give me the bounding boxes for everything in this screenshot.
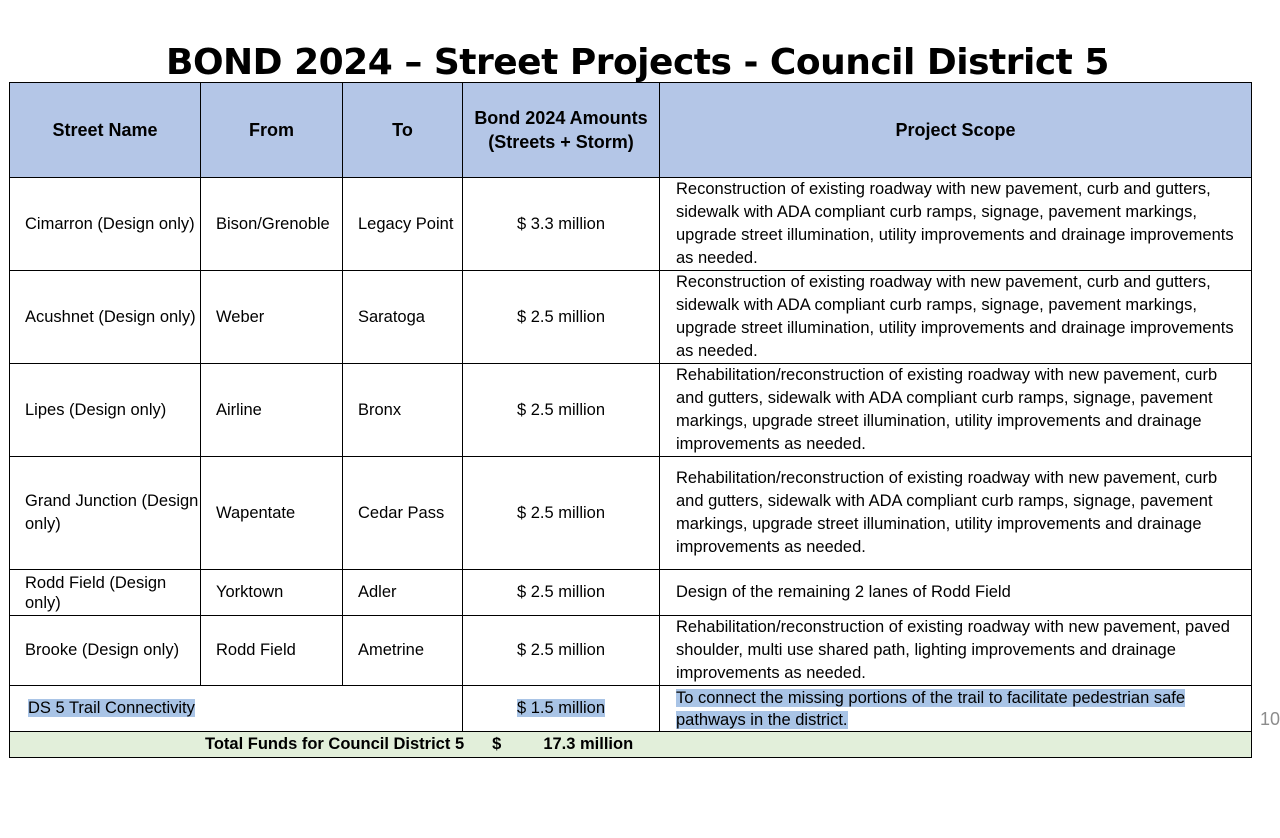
- header-amount-line1: Bond 2024 Amounts: [474, 108, 648, 128]
- header-to: To: [343, 83, 463, 178]
- page-title: BOND 2024 – Street Projects - Council District 5: [166, 42, 1109, 83]
- amount-cell: $ 2.5 million: [463, 570, 660, 616]
- street-name-cell: Brooke (Design only): [10, 616, 201, 686]
- table-row: [10, 178, 1252, 271]
- trail-amount-cell: [463, 686, 660, 732]
- from-cell: Wapentate: [201, 457, 343, 570]
- from-cell: Bison/Grenoble: [201, 178, 343, 271]
- trail-amount: $ 1.5 million: [516, 699, 606, 717]
- header-street-name: Street Name: [10, 83, 201, 178]
- trail-street-name: DS 5 Trail Connectivity: [28, 699, 195, 717]
- header-row: [10, 83, 1252, 178]
- scope-cell: Reconstruction of existing roadway with new pavement, curb and gutters, sidewalk with ADA compliant curb ramps, signage, pavement markings, upgrade street illumination, utility improvements and drainage improvements as needed.: [660, 271, 1252, 364]
- header-amount-line2: (Streets + Storm): [488, 132, 634, 152]
- street-name-cell: Cimarron (Design only): [10, 178, 201, 271]
- street-projects-table: [9, 82, 1252, 758]
- scope-cell: Design of the remaining 2 lanes of Rodd Field: [660, 570, 1252, 616]
- to-cell: Legacy Point: [343, 178, 463, 271]
- amount-cell: $ 2.5 million: [463, 271, 660, 364]
- table-row: [10, 457, 1252, 570]
- total-currency: $: [492, 735, 502, 753]
- total-label: Total Funds for Council District 5: [205, 735, 465, 753]
- street-name-cell: Grand Junction (Design only): [10, 457, 201, 570]
- table-row: [10, 271, 1252, 364]
- total-cell: [10, 732, 1252, 758]
- trail-scope-cell: [660, 686, 1252, 732]
- table-row: [10, 570, 1252, 616]
- to-cell: Ametrine: [343, 616, 463, 686]
- amount-cell: $ 2.5 million: [463, 616, 660, 686]
- street-name-cell: Lipes (Design only): [10, 364, 201, 457]
- street-name-cell: Rodd Field (Design only): [10, 570, 201, 616]
- header-project-scope: Project Scope: [660, 83, 1252, 178]
- trail-street-cell: [10, 686, 463, 732]
- total-row: [10, 732, 1252, 758]
- trail-scope: To connect the missing portions of the trail to facilitate pedestrian safe pathways in the district.: [676, 688, 1186, 729]
- to-cell: Cedar Pass: [343, 457, 463, 570]
- to-cell: Saratoga: [343, 271, 463, 364]
- header-from: From: [201, 83, 343, 178]
- table-row: [10, 364, 1252, 457]
- amount-cell: $ 3.3 million: [463, 178, 660, 271]
- page-number: 10: [1260, 709, 1280, 729]
- scope-cell: Rehabilitation/reconstruction of existing roadway with new pavement, curb and gutters, sidewalk with ADA compliant curb ramps, signage, pavement markings, upgrade street illumination, utility improvements and drainage improvements as needed.: [660, 364, 1252, 457]
- to-cell: Bronx: [343, 364, 463, 457]
- trail-row: [10, 686, 1252, 732]
- street-name-cell: Acushnet (Design only): [10, 271, 201, 364]
- to-cell: Adler: [343, 570, 463, 616]
- scope-cell: Rehabilitation/reconstruction of existing roadway with new pavement, paved shoulder, multi use shared path, lighting improvements and drainage improvements as needed.: [660, 616, 1252, 686]
- scope-cell: Rehabilitation/reconstruction of existing roadway with new pavement, curb and gutters, sidewalk with ADA compliant curb ramps, signage, pavement markings, upgrade street illumination, utility improvements and drainage improvements as needed.: [660, 457, 1252, 570]
- from-cell: Rodd Field: [201, 616, 343, 686]
- from-cell: Yorktown: [201, 570, 343, 616]
- header-amount: [463, 83, 660, 178]
- from-cell: Airline: [201, 364, 343, 457]
- total-value: 17.3 million: [543, 735, 634, 753]
- table-row: [10, 616, 1252, 686]
- amount-cell: $ 2.5 million: [463, 457, 660, 570]
- from-cell: Weber: [201, 271, 343, 364]
- amount-cell: $ 2.5 million: [463, 364, 660, 457]
- scope-cell: Reconstruction of existing roadway with new pavement, curb and gutters, sidewalk with ADA compliant curb ramps, signage, pavement markings, upgrade street illumination, utility improvements and drainage improvements as needed.: [660, 178, 1252, 271]
